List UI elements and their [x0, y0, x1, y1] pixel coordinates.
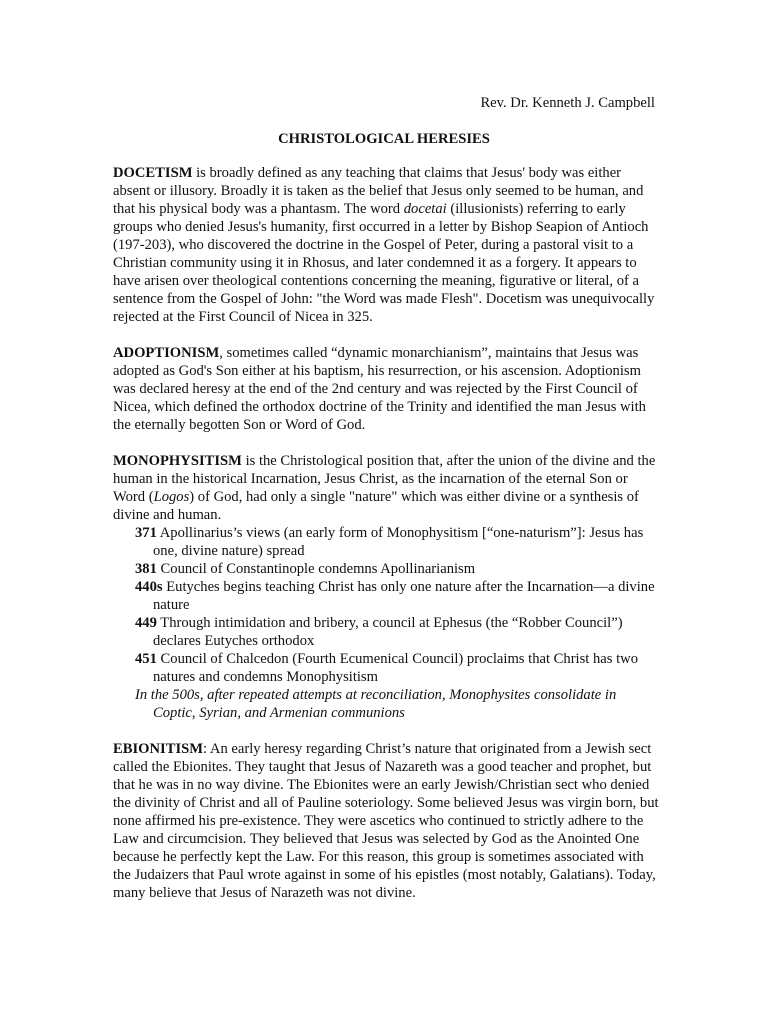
document-body	[113, 164, 660, 920]
timeline-item	[113, 650, 660, 686]
ebionitism-paragraph	[113, 740, 660, 902]
ebionitism-term: EBIONITISM	[113, 741, 204, 757]
docetism-italic-term: docetai	[403, 201, 447, 217]
monophysitism-paragraph	[113, 452, 660, 524]
logos-italic-term: Logos	[153, 489, 190, 505]
timeline-text: Apollinarius’s views (an early form of Monophysitism [“one-naturism”]: Jesus has one, divine nature) spread	[153, 525, 644, 559]
timeline-year: 381	[135, 561, 157, 577]
timeline-item	[113, 560, 660, 578]
timeline-item	[113, 578, 660, 614]
timeline-year: 440s	[135, 579, 163, 595]
adoptionism-paragraph	[113, 344, 660, 434]
docetism-text-1: is broadly defined as any teaching that claims that Jesus' body was either absent or illusory. Broadly it is taken as the belief that Jesus only seemed to be human, and that his physical body was a phantasm. The word	[113, 165, 644, 217]
timeline-text: Council of Chalcedon (Fourth Ecumenical Council) proclaims that Christ has two natures and condemns Monophysitism	[153, 651, 638, 685]
timeline-text: Council of Constantinople condemns Apollinarianism	[156, 561, 476, 577]
timeline-text: Eutyches begins teaching Christ has only one nature after the Incarnation—a divine nature	[153, 579, 655, 613]
timeline-year: 449	[135, 615, 157, 631]
document-title: CHRISTOLOGICAL HERESIES	[278, 131, 490, 147]
timeline-text: Through intimidation and bribery, a council at Ephesus (the “Robber Council”) declares Eutyches orthodox	[153, 615, 623, 649]
docetism-text-2: (illusionists) referring to early groups who denied Jesus's humanity, first occurred in a letter by Bishop Seapion of Antioch (197-203), who discovered the doctrine in the Gospel of Peter, during a pastoral visit to a Christian community using it in Rhosus, and later condemned it as a forgery. It appears to have arisen over theological contentions concerning the meaning, figurative or literal, of a sentence from the Gospel of John: "the Word was made Flesh". Docetism was unequivocally rejected at the First Council of Nicea in 325.	[113, 201, 655, 325]
author-line: Rev. Dr. Kenneth J. Campbell	[480, 95, 655, 111]
timeline-note: In the 500s, after repeated attempts at reconciliation, Monophysites consolidate in Coptic, Syrian, and Armenian communions	[135, 687, 617, 721]
ebionitism-text: : An early heresy regarding Christ’s nature that originated from a Jewish sect called the Ebionites. They taught that Jesus of Nazareth was a good teacher and prophet, but that he was in no way divine. The Ebionites were an early Jewish/Christian sect who denied the divinity of Christ and all of Pauline soteriology. Some believed Jesus was virgin born, but none affirmed his pre-existence. They were ascetics who continued to strictly adhere to the Law and circumcision. They believed that Jesus was selected by God as the Anointed One because he perfectly kept the Law. For this reason, this group is sometimes associated with the Judaizers that Paul wrote against in some of his epistles (most notably, Galatians). Today, many believe that Jesus of Narazeth was not divine.	[113, 741, 659, 901]
timeline-item	[113, 524, 660, 560]
monophysitism-timeline	[113, 524, 660, 722]
timeline-item	[113, 614, 660, 650]
adoptionism-term: ADOPTIONISM	[113, 345, 220, 361]
timeline-year: 371	[135, 525, 157, 541]
monophysitism-text-2: ) of God, had only a single "nature" which was either divine or a synthesis of divine and human.	[113, 489, 639, 523]
timeline-year: 451	[135, 651, 157, 667]
docetism-term: DOCETISM	[113, 165, 193, 181]
docetism-paragraph	[113, 164, 660, 326]
monophysitism-text-1: is the Christological position that, after the union of the divine and the human in the historical Incarnation, Jesus Christ, as the incarnation of the eternal Son or Word (	[113, 453, 656, 505]
adoptionism-text: , sometimes called “dynamic monarchianism”, maintains that Jesus was adopted as God's Son either at his baptism, his resurrection, or his ascension. Adoptionism was declared heresy at the end of the 2nd century and was rejected by the First Council of Nicea, which defined the orthodox doctrine of the Trinity and identified the man Jesus with the eternally begotten Son or Word of God.	[113, 345, 646, 433]
monophysitism-term: MONOPHYSITISM	[113, 453, 242, 469]
